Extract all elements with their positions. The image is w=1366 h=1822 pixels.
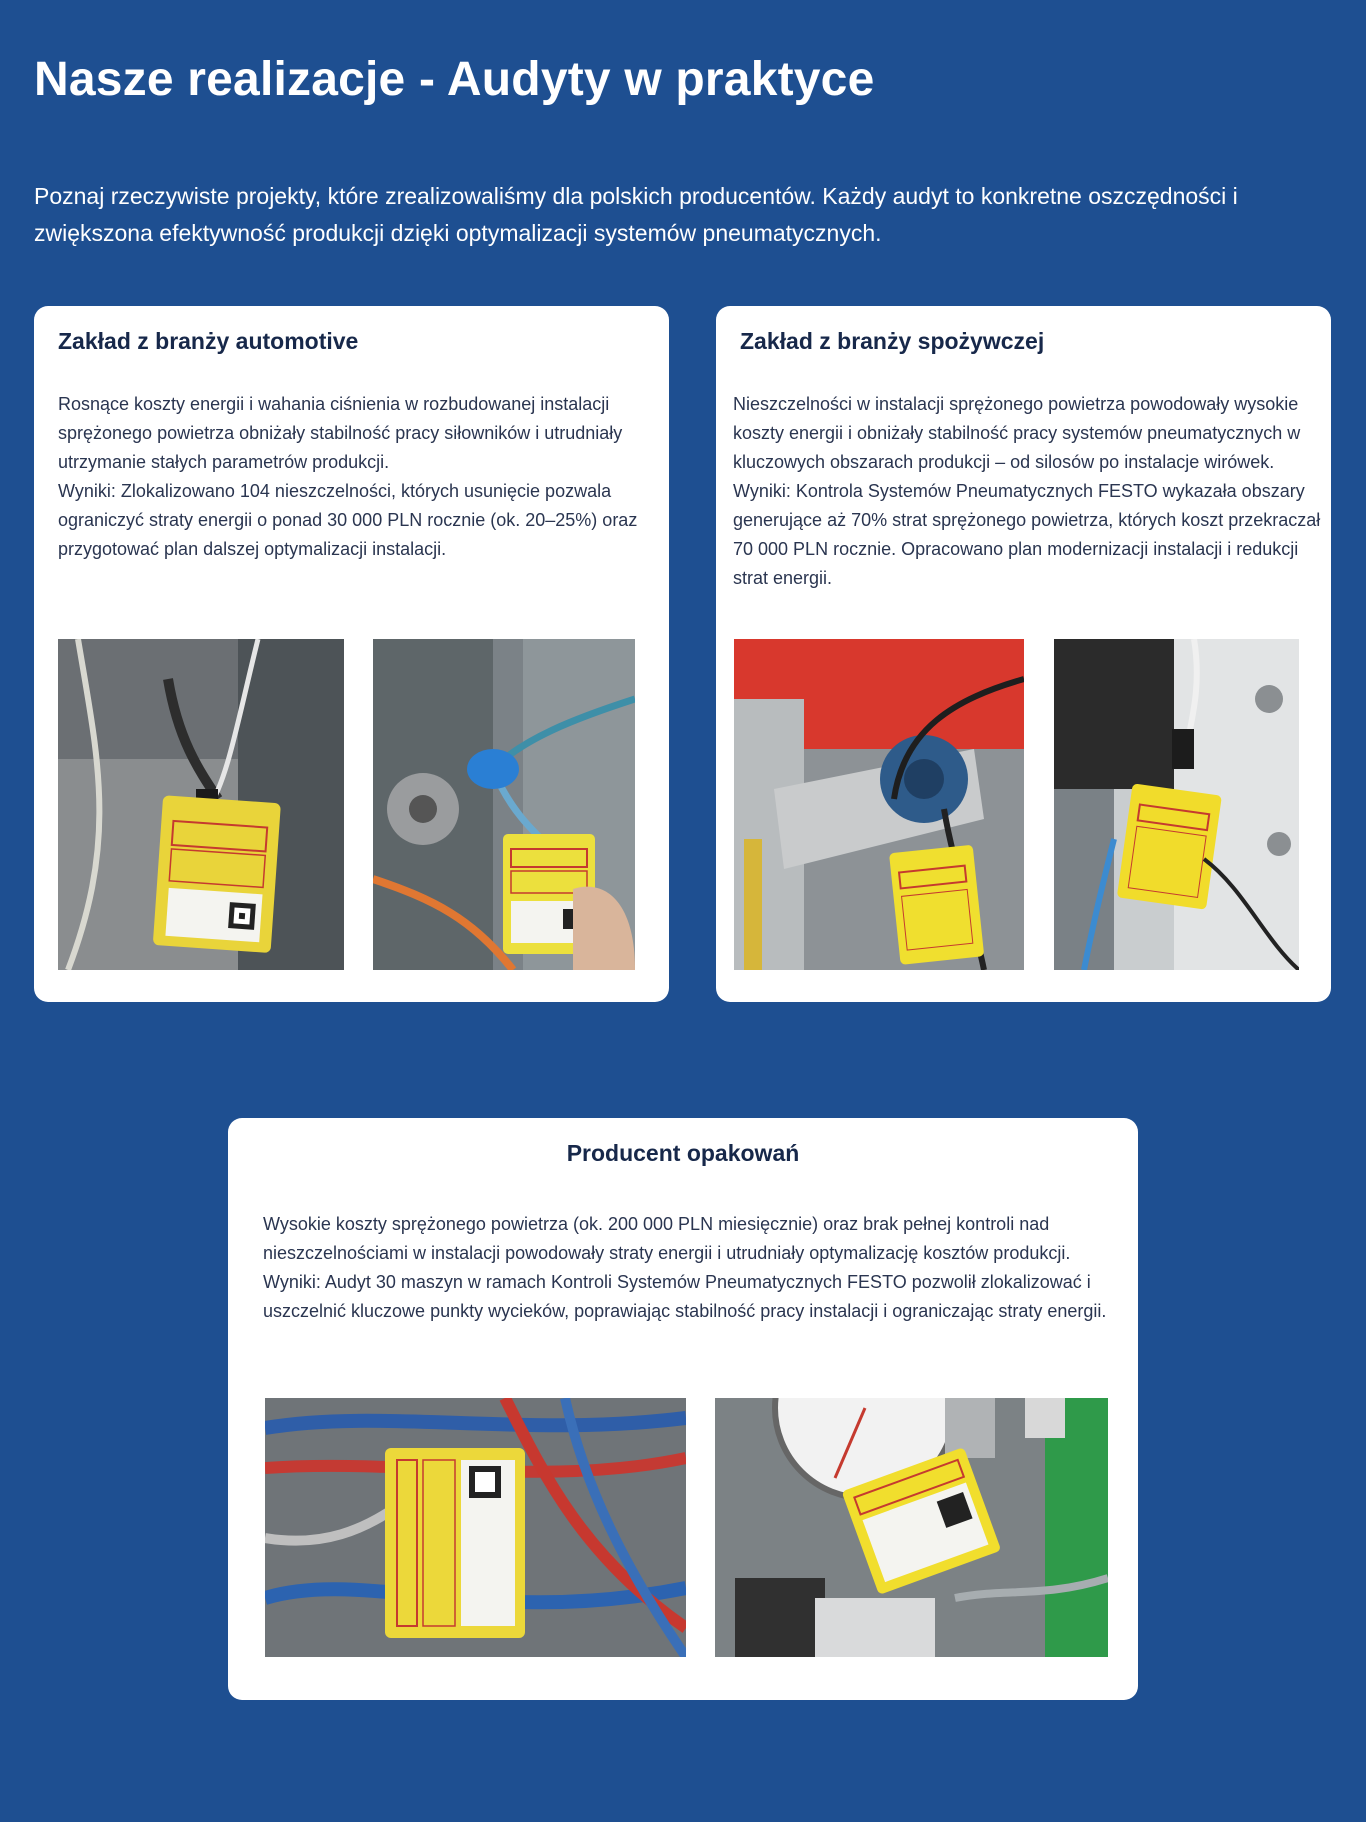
case-photo-automotive-2 [373,639,635,970]
case-title: Producent opakowań [566,1140,800,1166]
case-photo-automotive-1 [58,639,344,970]
case-title: Zakład z branży spożywczej [740,328,1045,354]
case-description: Nieszczelności w instalacji sprężonego powietrza powodowały wysokie koszty energii i obniżały stabilność pracy systemów pneumatycznych w kluczowych obszarach produkcji – od silosów po instalacje wirówek. Wyniki: Kontrola Systemów Pneumatycznych FESTO wykazała obszary generujące aż 70% strat sprężonego powietrza, których koszt przekraczał 70 000 PLN rocznie. Opracowano plan modernizacji instalacji i redukcji strat energii. [733,394,1321,588]
case-photo-packaging-2 [715,1398,1108,1657]
page-title: Nasze realizacje - Audyty w praktyce [34,53,875,106]
case-photo-food-2 [1054,639,1299,970]
case-description: Rosnące koszty energii i wahania ciśnienia w rozbudowanej instalacji sprężonego powietrza obniżały stabilność pracy siłowników i utrudniały utrzymanie stałych parametrów produkcji. Wyniki: Zlokalizowano 104 nieszczelności, których usunięcie pozwala ograniczyć straty energii o ponad 30 000 PLN rocznie (ok. 20–25%) oraz przygotować plan dalszej optymalizacji instalacji. [58,394,638,559]
intro-text: Poznaj rzeczywiste projekty, które zrealizowaliśmy dla polskich producentów. Każdy audyt to konkretne oszczędności i zwiększona efektywność produkcji dzięki optymalizacji systemów pneumatycznych. [34,183,1238,246]
case-photo-food-1 [734,639,1024,970]
case-card-automotive [34,306,669,1002]
case-card-packaging [228,1118,1138,1700]
case-photo-packaging-1 [265,1398,686,1657]
case-title: Zakład z branży automotive [58,328,359,354]
case-card-food-industry [716,306,1331,1002]
case-description: Wysokie koszty sprężonego powietrza (ok. 200 000 PLN miesięcznie) oraz brak pełnej kontroli nad nieszczelnościami w instalacji powodowały straty energii i utrudniały optymalizację kosztów produkcji. Wyniki: Audyt 30 maszyn w ramach Kontroli Systemów Pneumatycznych FESTO pozwolił zlokalizować i uszczelnić kluczowe punkty wycieków, poprawiając stabilność pracy instalacji i ograniczając straty energii. [263,1214,1107,1321]
